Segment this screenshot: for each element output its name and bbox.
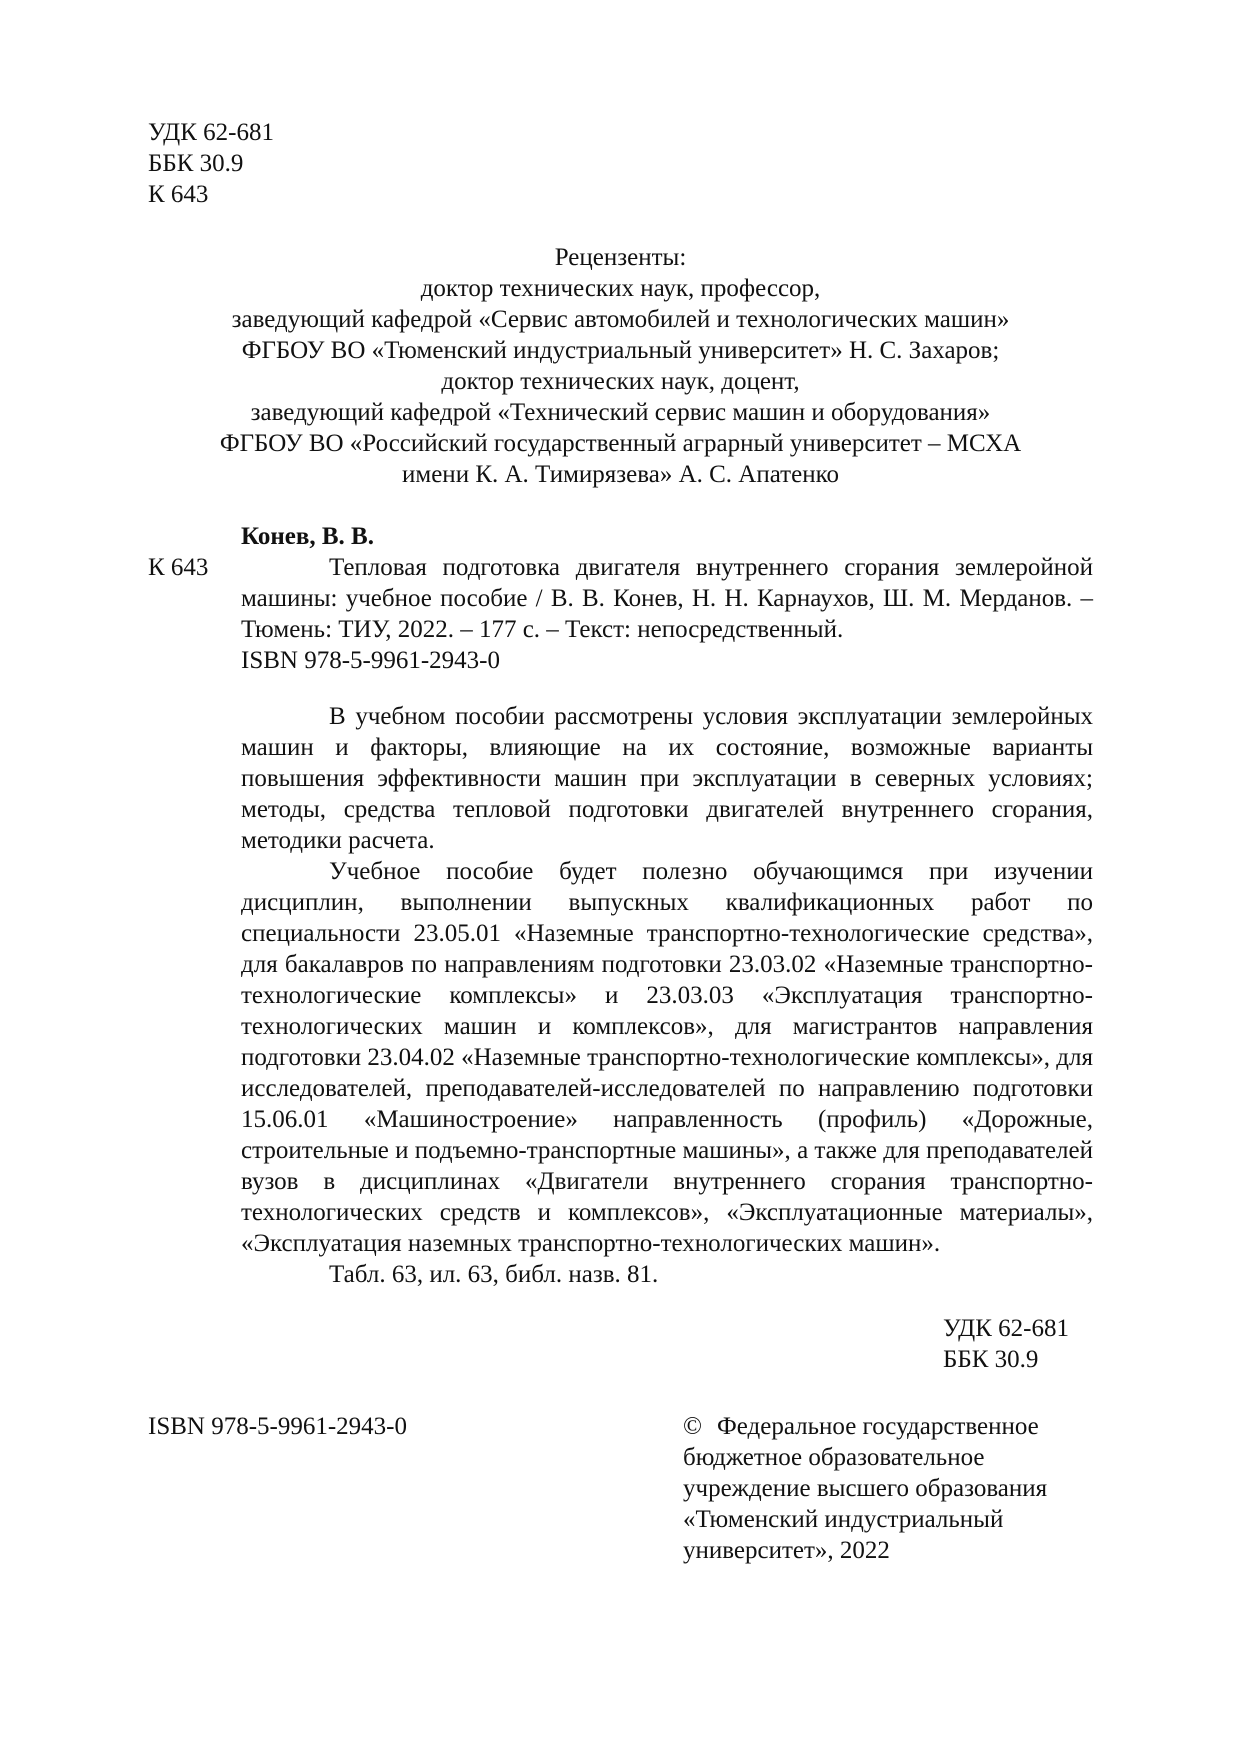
annotation [241,701,1093,1290]
bibliographic-record [241,552,1093,676]
copyright-line: учреждение высшего образования [683,1475,1048,1502]
footer-bbk: ББК 30.9 [943,1346,1039,1373]
reviewer-line: заведующий кафедрой «Технический сервис машин и оборудования» [250,399,991,426]
bibliographic-code: К 643 [148,554,209,581]
udk-code: УДК 62-681 [148,119,274,146]
annotation-stats: Табл. 63, ил. 63, библ. назв. 81. [329,1261,659,1288]
copyright-line: Федеральное государственное [717,1413,1039,1440]
copyright-icon: © [683,1413,702,1440]
reviewers-block [148,242,1093,490]
annotation-paragraph-1: В учебном пособии рассмотрены условия эксплуатации землеройных машин и факторы, влияющие на их состояние, возможные варианты повышения эффективности машин при эксплуатации в северных условиях; методы, средства тепловой подготовки двигателей внутреннего сгорания, методики расчета. [241,703,1093,854]
footer-isbn: ISBN 978-5-9961-2943-0 [148,1413,408,1440]
reviewer-line: доктор технических наук, профессор, [420,275,821,302]
bibliographic-isbn: ISBN 978-5-9961-2943-0 [241,647,501,674]
copyright-block [683,1411,1103,1566]
copyright-line: бюджетное образовательное [683,1444,985,1471]
footer-classification [943,1313,1069,1375]
copyright-line: «Тюменский индустриальный [683,1506,1004,1533]
bbk-code: ББК 30.9 [148,150,244,177]
annotation-paragraph-2: Учебное пособие будет полезно обучающимся при изучении дисциплин, выполнении выпускных квалификационных работ по специальности 23.05.01 «Наземные транспортно-технологические средства», для бакалавров по направлениям подготовки 23.03.02 «Наземные транспортно-технологические комплексы» и 23.03.03 «Эксплуатация транспортно-технологических машин и комплексов», для магистрантов направления подготовки 23.04.02 «Наземные транспортно-технологические комплексы», для исследователей, преподавателей-исследователей по направлению подготовки 15.06.01 «Машиностроение» направленность (профиль) «Дорожные, строительные и подъемно-транспортные машины», а также для преподавателей вузов в дисциплинах «Двигатели внутреннего сгорания транспортно-технологических средств и комплексов», «Эксплуатационные материалы», «Эксплуатация наземных транспортно-технологических машин». [241,858,1093,1257]
classification-block [148,117,274,210]
author-heading: Конев, В. В. [241,523,374,550]
reviewer-line: ФГБОУ ВО «Российский государственный аграрный университет – МСХА [219,430,1022,457]
reviewers-heading: Рецензенты: [554,244,687,271]
copyright-line: университет», 2022 [683,1537,890,1564]
reviewer-line: имени К. А. Тимирязева» А. С. Апатенко [402,461,839,488]
reviewer-line: ФГБОУ ВО «Тюменский индустриальный университет» Н. С. Захаров; [241,337,1000,364]
reviewer-line: доктор технических наук, доцент, [441,368,800,395]
reviewer-line: заведующий кафедрой «Сервис автомобилей и технологических машин» [231,306,1010,333]
bibliographic-description: Тепловая подготовка двигателя внутреннего сгорания землеройной машины: учебное пособие / В. В. Конев, Н. Н. Карнаухов, Ш. М. Мерданов. – Тюмень: ТИУ, 2022. – 177 с. – Текст: непосредственный. [241,554,1093,643]
footer-udk: УДК 62-681 [943,1315,1069,1342]
author-mark: К 643 [148,181,209,208]
